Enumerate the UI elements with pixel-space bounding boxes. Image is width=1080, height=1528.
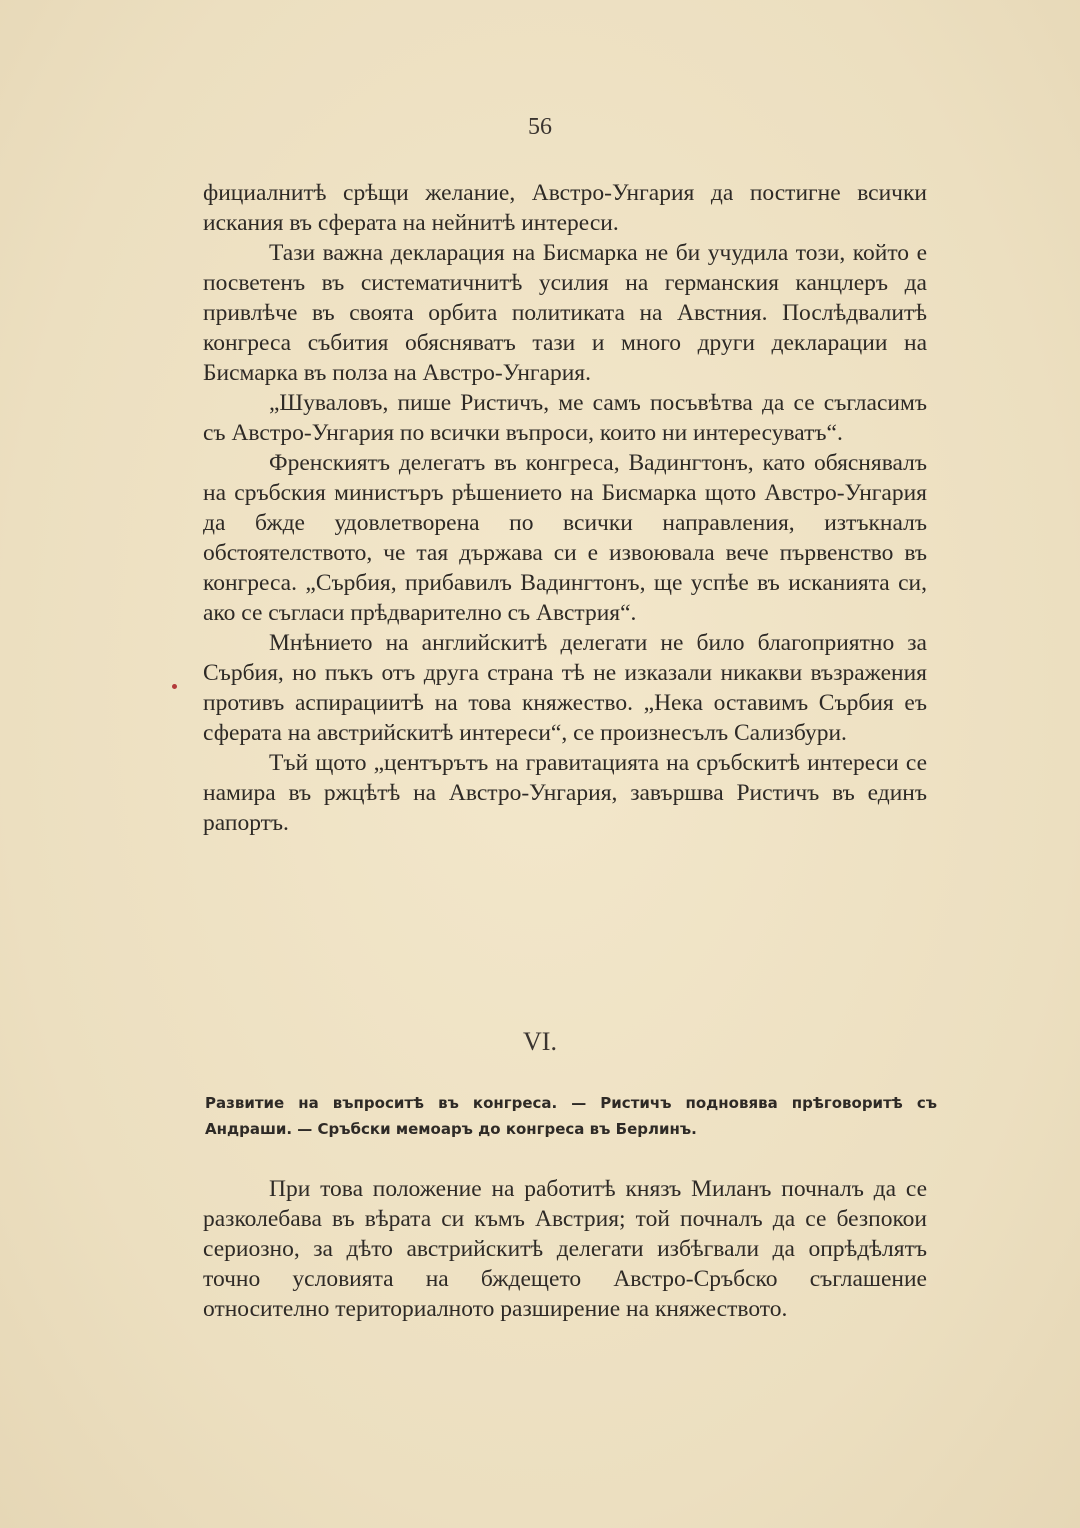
paragraph: Тази важна декларация на Бисмарка не би учудила този, който е посветенъ въ систематичнитѣ усилия на германския канцлеръ да привлѣче въ своята орбита политиката на Австния. Послѣдвалитѣ конгреса събития обясняватъ тази и много други декларации на Бисмарка въ полза на Австро-Унгария.	[203, 240, 927, 386]
paragraph: „Шуваловъ, пише Ристичъ, ме самъ посъвѣтва да се съгласимъ съ Австро-Унгария по всички въпроси, които ни интересуватъ“.	[203, 390, 927, 446]
text-block-2	[203, 1174, 927, 1324]
paragraph: Мнѣнието на английскитѣ делегати не било благоприятно за Сърбия, но пъкъ отъ друга страна тѣ не изказали никакви възражения противъ аспирациитѣ на това княжество. „Нека оставимъ Сърбия еъ сферата на австрийскитѣ интереси“, се произнесълъ Сализбури.	[203, 630, 927, 746]
chapter-summary: Развитие на въпроситѣ въ конгреса. — Ристичъ подновява прѣговоритѣ съ Андраши. — Сръбски мемоаръ до конгреса въ Берлинъ.	[205, 1094, 937, 1138]
page-number: 56	[528, 114, 552, 140]
paragraph: Тъй щото „центърътъ на гравитацията на сръбскитѣ интереси се намира въ ржцѣтѣ на Австро-Унгария, завършва Ристичъ въ единъ рапортъ.	[203, 750, 927, 836]
paragraph: Френскиятъ делегатъ въ конгреса, Вадингтонъ, като обяснявалъ на сръбския министъръ рѣшението на Бисмарка щото Австро-Унгария да бжде удовлетворена по всички направления, изтъкналъ обстоятелството, че тая държава си е извоювала вече първенство въ конгреса. „Сърбия, прибавилъ Вадингтонъ, ще успѣе въ исканията си, ако се съгласи прѣдварително съ Австрия“.	[203, 450, 927, 626]
text-block-1	[203, 178, 927, 838]
chapter-number: VI.	[523, 1027, 557, 1056]
paragraph: фициалнитѣ срѣщи желание, Австро-Унгария да постигне всички искания въ сферата на нейнитѣ интереси.	[203, 180, 927, 236]
ink-spot	[172, 684, 177, 689]
paragraph: При това положение на работитѣ князъ Миланъ почналъ да се разколебава въ вѣрата си къмъ Австрия; той почналъ да се безпокои сериозно, за дѣто австрийскитѣ делегати избѣгвали да опрѣдѣлятъ точно условията на бждещето Австро-Сръбско съглашение относително териториалното разширение на княжеството.	[203, 1176, 927, 1322]
